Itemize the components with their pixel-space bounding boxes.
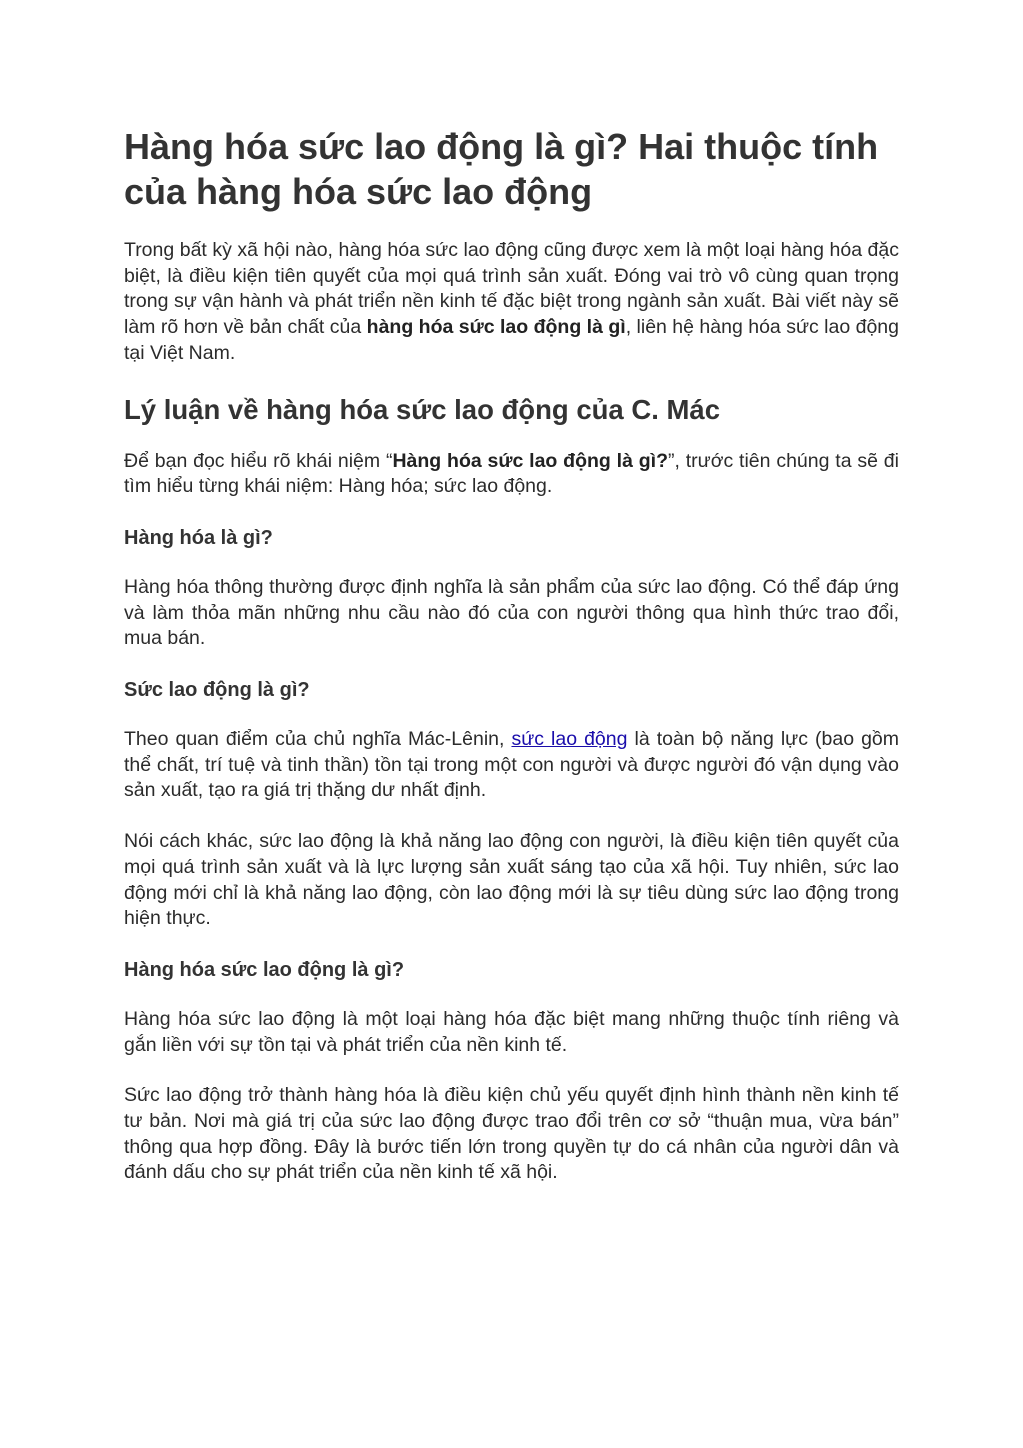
paragraph-hang-hoa: Hàng hóa thông thường được định nghĩa là sản phẩm của sức lao động. Có thể đáp ứng và làm thỏa mãn những nhu cầu nào đó của con người thông qua hình thức trao đổi, mua bán.: [124, 575, 899, 650]
paragraph-hang-hoa-suc-lao-dong-1: Hàng hóa sức lao động là một loại hàng hóa đặc biệt mang những thuộc tính riêng và gắn liền với sự tồn tại và phát triển của nền kinh tế.: [124, 1007, 899, 1056]
page-title: Hàng hóa sức lao động là gì? Hai thuộc tính của hàng hóa sức lao động: [124, 126, 879, 212]
intro-paragraph: [124, 238, 899, 367]
paragraph-suc-lao-dong-1: [124, 727, 899, 804]
suc-lao-dong-link[interactable]: sức lao động: [511, 728, 628, 751]
paragraph-suc-lao-dong-2: Nói cách khác, sức lao động là khả năng lao động con người, là điều kiện tiên quyết của mọi quá trình sản xuất và là lực lượng sản xuất sáng tạo của xã hội. Tuy nhiên, sức lao động mới chỉ là khả năng lao động, còn lao động mới là sự tiêu dùng sức lao động trong hiện thực.: [124, 830, 899, 930]
subheading-hang-hoa-suc-lao-dong: Hàng hóa sức lao động là gì?: [124, 958, 405, 981]
paragraph-text-end: là toàn bộ năng lực (bao gồm thể chất, trí tuệ và tinh thần) tồn tại trong một con người và được người đó vận dụng vào sản xuất, tạo ra giá trị thặng dư nhất định.: [124, 728, 899, 802]
intro-text-end: , liên hệ hàng hóa sức lao động tại Việt Nam.: [124, 316, 899, 364]
subheading-hang-hoa: Hàng hóa là gì?: [124, 526, 273, 549]
paragraph-hang-hoa-suc-lao-dong-2: Sức lao động trở thành hàng hóa là điều kiện chủ yếu quyết định hình thành nền kinh tế tư bản. Nơi mà giá trị của sức lao động được trao đổi trên cơ sở “thuận mua, vừa bán” thông qua hợp đồng. Đây là bước tiến lớn trong quyền tự do cá nhân của người dân và đánh dấu cho sự phát triển của nền kinh tế xã hội.: [124, 1084, 899, 1184]
section-intro-bold-text: Hàng hóa sức lao động là gì?: [392, 449, 668, 472]
document-page: [124, 124, 899, 1186]
subheading-suc-lao-dong: Sức lao động là gì?: [124, 679, 310, 702]
intro-text: Trong bất kỳ xã hội nào, hàng hóa sức lao động cũng được xem là một loại hàng hóa đặc biệt, là điều kiện tiên quyết của mọi quá trình sản xuất. Đóng vai trò vô cùng quan trọng trong sự vận hành và phát triển nền kinh tế đặc biệt trong ngành sản xuất. Bài viết này sẽ làm rõ hơn về bản chất của: [124, 239, 899, 339]
section-intro-text: Để bạn đọc hiểu rõ khái niệm “: [124, 449, 393, 472]
intro-bold-text: hàng hóa sức lao động là gì: [366, 316, 626, 339]
section-heading: Lý luận về hàng hóa sức lao động của C. Mác: [124, 393, 721, 425]
paragraph-text: Theo quan điểm của chủ nghĩa Mác-Lênin,: [124, 728, 512, 751]
section-intro-paragraph: [124, 449, 899, 500]
section-intro-text-end: ”, trước tiên chúng ta sẽ đi tìm hiểu từng khái niệm: Hàng hóa; sức lao động.: [124, 449, 899, 498]
